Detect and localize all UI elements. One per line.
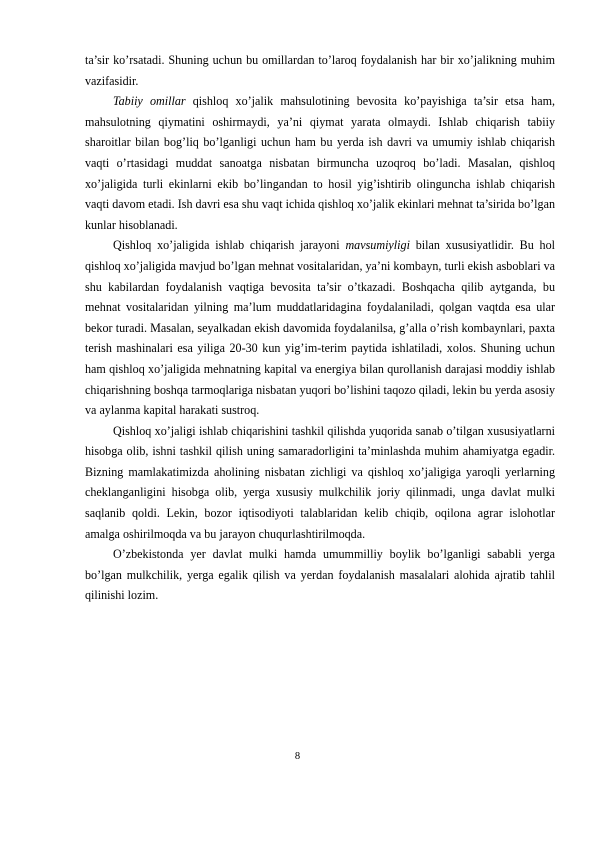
paragraph-continuation <box>85 50 555 91</box>
page-number: 8 <box>294 751 301 762</box>
italic-term: mavsumiyligi <box>345 238 410 253</box>
paragraph-text: ta’sir ko’rsatadi. Shuning uchun bu omillardan to’laroq foydalanish har bir xo’jalikning muhim vazifasidir. <box>85 53 555 88</box>
paragraph-yer-mulki <box>85 544 555 606</box>
paragraph-text-after: bilan xususiyatlidir. Bu hol qishloq xo’jaligida mavjud bo’lgan mehnat vositalaridan, ya’ni kombayn, turli ekish asboblari va shu kabilardan foydalanish vaqtiga bevosita ta’sir o’tkazadi. Boshqacha qilib aytganda, bu mehnat vositalaridan yilning ma’lum muddatlaridagina foydalaniladi, qolgan vaqtda esa ular bekor turadi. Masalan, seyalkadan ekish davomida foydalanilsa, g’alla o’rish kombaynlari, paxta terish mashinalari esa yiliga 20-30 kun yig’im-terim paytida ishlatiladi, xolos. Shuning uchun ham qishloq xo’jaligida mehnatning kapital va energiya bilan qurollanish darajasi moddiy ishlab chiqarishning boshqa tarmoqlariga nisbatan yuqori bo’lishini taqozo qiladi, lekin bu yerda asosiy va aylanma kapital harakati sustroq. <box>85 238 555 418</box>
paragraph-text: qishloq xo’jalik mahsulotining bevosita ko’payishiga ta’sir etsa ham, mahsulotning qiymatini oshirmaydi, ya’ni qiymat yarata olmaydi. Ishlab chiqarish tabiiy sharoitlar bilan bog’liq bo’lganligi uchun ham bu yerda ish davri va umumiy ishlab chiqarish vaqti o’rtasidagi muddat sanoatga nisbatan birmuncha uzoqroq bo’ladi. Masalan, qishloq xo’jaligida turli ekinlarni ekib bo’lingandan to hosil yig’ishtirib olinguncha ishlab chiqarish vaqti davom etadi. Ish davri esa shu vaqt ichida qishloq xo’jalik ekinlari mehnat ta’sirida bo’lgan kunlar hisoblanadi. <box>85 94 555 232</box>
paragraph-mavsumiylik <box>85 235 555 420</box>
paragraph-tabiiy-omillar <box>85 91 555 235</box>
paragraph-text: Qishloq xo’jaligi ishlab chiqarishini tashkil qilishda yuqorida sanab o’tilgan xususiyatlarni hisobga olib, ishni tashkil qilish uning samaradorligini ta’minlashda muhim ahamiyatga egadir. Bizning mamlakatimizda aholining nisbatan zichligi va qishloq xo’jaligiga yaroqli yerlarning cheklanganligini hisobga olib, yerga xususiy mulkchilik joriy qilinmadi, unga davlat mulki saqlanib qoldi. Lekin, bozor iqtisodiyoti talablaridan kelib chiqib, oqilona agrar islohotlar amalga oshirilmoqda va bu jarayon chuqurlashtirilmoqda. <box>85 423 555 541</box>
paragraph-text: O’zbekistonda yer davlat mulki hamda umummilliy boylik bo’lganligi sababli yerga bo’lgan mulkchilik, yerga egalik qilish va yerdan foydalanish masalalari alohida ajratib tahlil qilinishi lozim. <box>85 547 555 603</box>
italic-term: Tabiiy omillar <box>113 94 186 109</box>
paragraph-tashkil-qilish <box>85 421 555 545</box>
paragraph-text-before: Qishloq xo’jaligida ishlab chiqarish jarayoni <box>113 238 346 253</box>
document-page <box>85 50 555 606</box>
